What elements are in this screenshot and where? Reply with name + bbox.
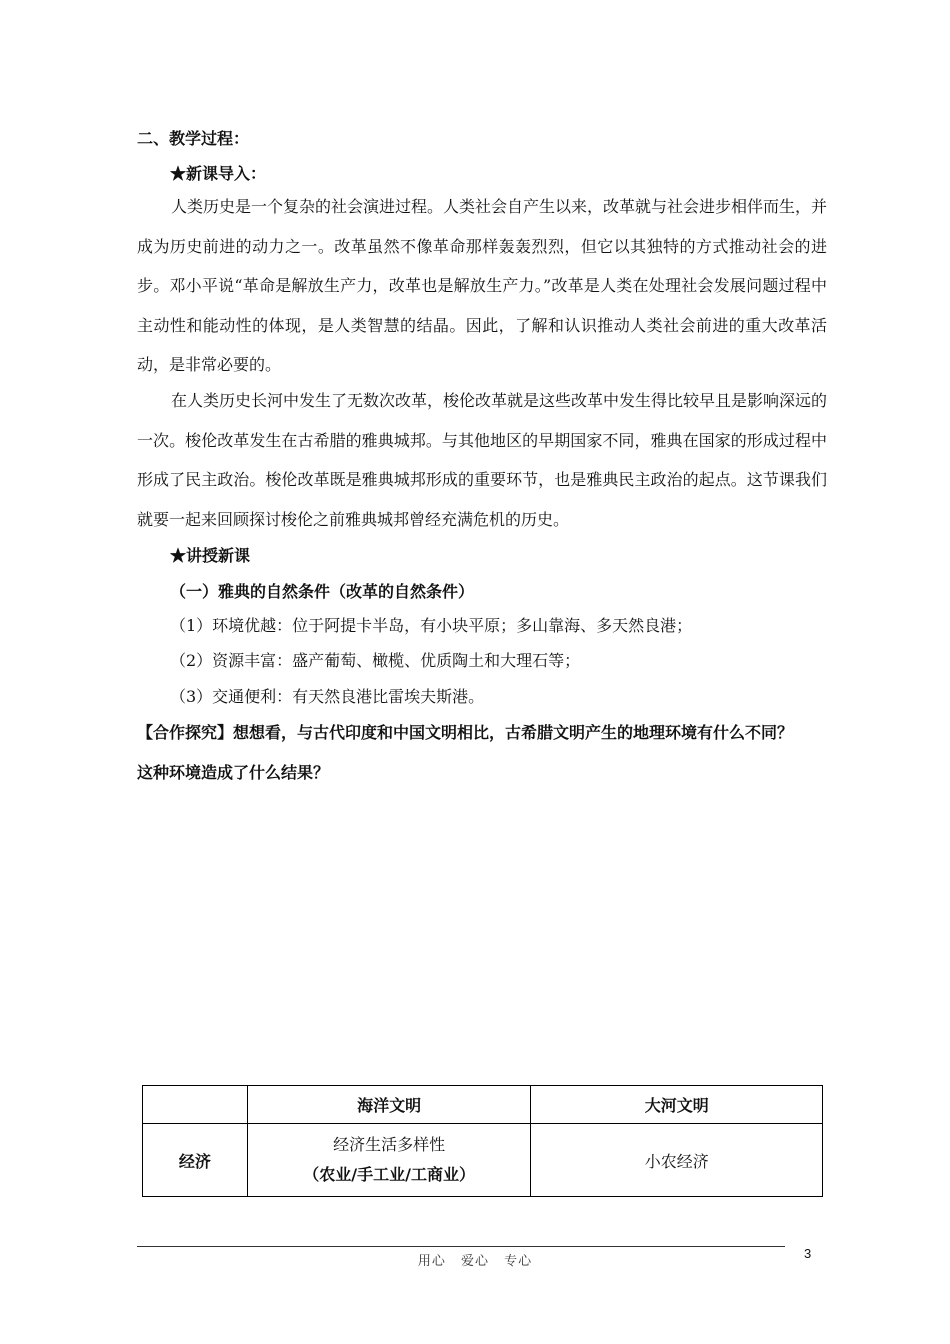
- lecture-heading: ★讲授新课: [170, 546, 251, 565]
- row-label-economy: 经济: [143, 1124, 248, 1197]
- table-header-row: [143, 1086, 823, 1124]
- footer-motto: 用心 爱心 专心: [417, 1254, 533, 1269]
- table-header-river: 大河文明: [531, 1086, 823, 1124]
- ocean-economy-line2: （农业/手工业/工商业）: [303, 1165, 475, 1184]
- table-header-ocean: 海洋文明: [247, 1086, 531, 1124]
- condition-item: （3）交通便利：有天然良港比雷埃夫斯港。: [170, 687, 485, 706]
- inquiry-question-continued: 这种环境造成了什么结果？: [137, 763, 330, 782]
- subsection-title: （一）雅典的自然条件（改革的自然条件）: [170, 582, 475, 601]
- footer-divider: [137, 1246, 785, 1247]
- table-row: [143, 1124, 823, 1197]
- ocean-economy-cell: [247, 1124, 531, 1197]
- inquiry-question: 【合作探究】想想看，与古代印度和中国文明相比，古希腊文明产生的地理环境有什么不同？: [137, 723, 794, 742]
- section-heading: 二、教学过程：: [137, 129, 250, 148]
- intro-paragraph: 人类历史是一个复杂的社会演进过程。人类社会自产生以来，改革就与社会进步相伴而生，并成为历史前进的动力之一。改革虽然不像革命那样轰轰烈烈，但它以其独特的方式推动社会的进步。邓小平说“革命是解放生产力，改革也是解放生产力。”改革是人类在处理社会发展问题过程中主动性和能动性的体现，是人类智慧的结晶。因此，了解和认识推动人类社会前进的重大改革活动，是非常必要的。: [137, 197, 828, 374]
- river-economy-cell: 小农经济: [531, 1124, 823, 1197]
- ocean-economy-line1: 经济生活多样性: [333, 1135, 446, 1154]
- table-header-cell: [143, 1086, 248, 1124]
- intro-paragraph: 在人类历史长河中发生了无数次改革，梭伦改革就是这些改革中发生得比较早且是影响深远的一次。梭伦改革发生在古希腊的雅典城邦。与其他地区的早期国家不同，雅典在国家的形成过程中形成了民主政治。梭伦改革既是雅典城邦形成的重要环节，也是雅典民主政治的起点。这节课我们就要一起来回顾探讨梭伦之前雅典城邦曾经充满危机的历史。: [137, 391, 828, 529]
- comparison-table: [142, 1085, 823, 1197]
- condition-item: （1）环境优越：位于阿提卡半岛，有小块平原；多山靠海、多天然良港；: [170, 616, 693, 635]
- intro-heading: ★新课导入：: [170, 164, 267, 183]
- page-number: 3: [804, 1246, 812, 1261]
- condition-item: （2）资源丰富：盛产葡萄、橄榄、优质陶土和大理石等；: [170, 651, 581, 670]
